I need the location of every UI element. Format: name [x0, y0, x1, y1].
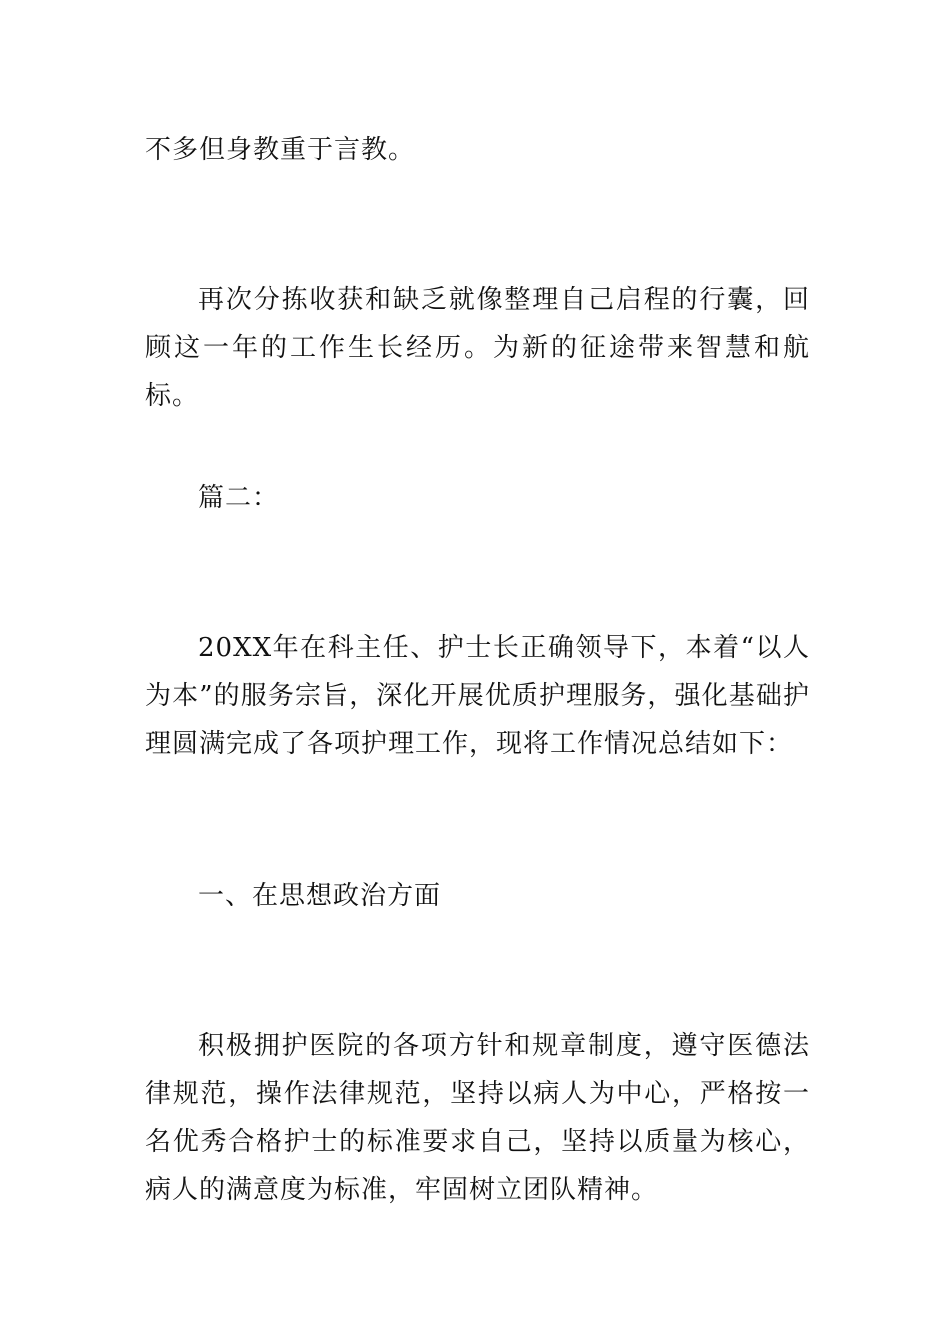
paragraph-political-details: 积极拥护医院的各项方针和规章制度，遵守医德法律规范，操作法律规范，坚持以病人为中心，严格按一名优秀合格护士的标准要求自己，坚持以质量为核心，病人的满意度为标准，牢固树立团队精神。 — [145, 1031, 810, 1205]
paragraph-summary-intro: 20XX年在科主任、护士长正确领导下，本着“以人为本”的服务宗旨，深化开展优质护理服务，强化基础护理圆满完成了各项护理工作，现将工作情况总结如下： — [145, 633, 810, 759]
section-heading-part-two: 篇二： — [198, 483, 280, 513]
paragraph-continuation: 不多但身教重于言教。 — [145, 135, 416, 165]
paragraph-reflection: 再次分拣收获和缺乏就像整理自己启程的行囊，回顾这一年的工作生长经历。为新的征途带来智慧和航标。 — [145, 285, 810, 411]
section-heading-political: 一、在思想政治方面 — [198, 881, 442, 911]
